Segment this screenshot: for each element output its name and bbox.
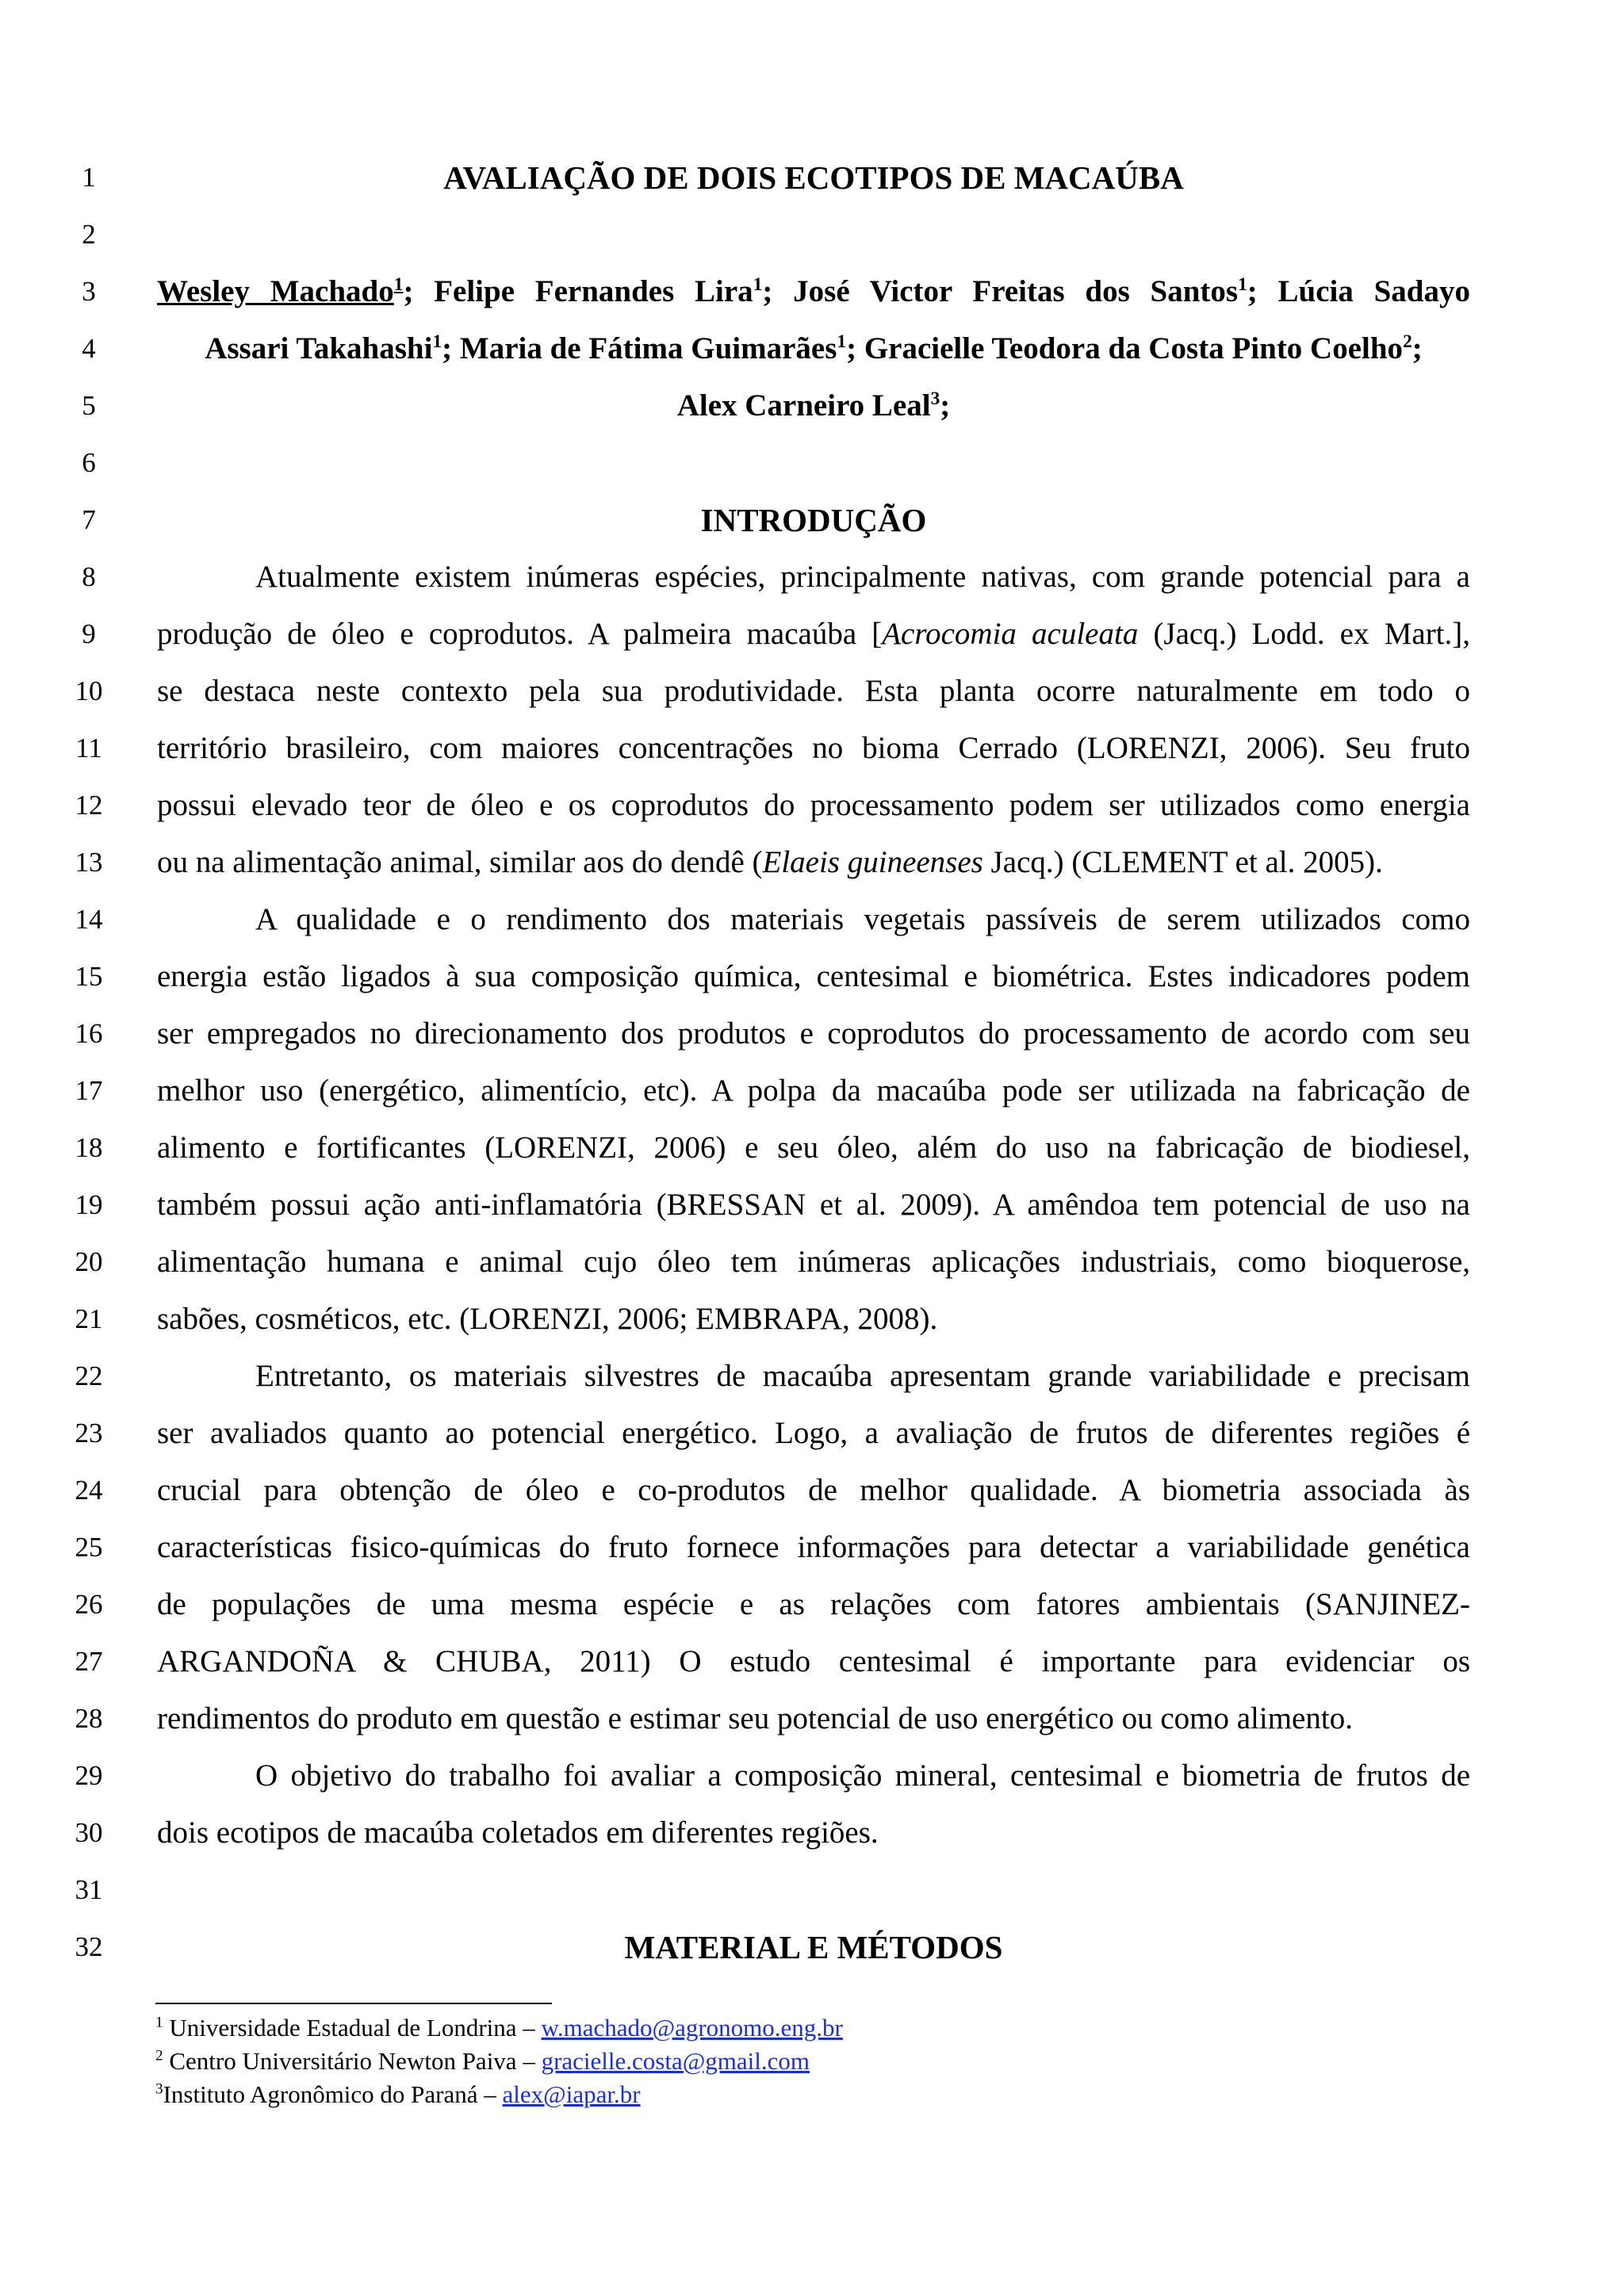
affiliation-mark: 3 [930, 388, 940, 409]
affiliation-mark: 1 [837, 331, 847, 352]
body-line: A qualidade e o rendimento dos materiais vegetais passíveis de serem utilizados como [255, 902, 1470, 936]
body-line: rendimentos do produto em questão e estimar seu potencial de uso energético ou como alimento. [157, 1701, 1353, 1735]
body-line: características fisico-químicas do fruto fornece informações para detectar a variabilidade genética [157, 1530, 1470, 1564]
author-separator: ; [940, 388, 951, 423]
body-line: alimentação humana e animal cujo óleo tem inúmeras aplicações industriais, como bioquerose, [157, 1245, 1470, 1279]
author-name: ; José Victor Freitas dos Santos [762, 274, 1239, 308]
body-line: Entretanto, os materiais silvestres de macaúba apresentam grande variabilidade e precisam [255, 1359, 1470, 1393]
text-run: ou na alimentação animal, similar aos do dendê ( [157, 845, 763, 879]
body-line: se destaca neste contexto pela sua produtividade. Esta planta ocorre naturalmente em todo o [157, 674, 1470, 708]
affiliation-mark: 1 [393, 274, 404, 295]
body-line: energia estão ligados à sua composição química, centesimal e biométrica. Estes indicadores podem [157, 959, 1470, 993]
body-line: possui elevado teor de óleo e os coprodutos do processamento podem ser utilizados como energia [157, 788, 1470, 822]
line-number: 5 [82, 390, 96, 421]
line-number: 12 [75, 790, 103, 821]
line-number: 23 [75, 1418, 103, 1448]
affiliation-mark: 1 [753, 274, 763, 295]
body-line: dois ecotipos de macaúba coletados em diferentes regiões. [157, 1816, 879, 1850]
footnote-mark: 1 [155, 2014, 163, 2031]
body-line [157, 606, 1470, 663]
line-number: 21 [75, 1303, 103, 1334]
line-number: 8 [82, 561, 96, 592]
body-line: de populações de uma mesma espécie e as relações com fatores ambientais (SANJINEZ- [157, 1587, 1470, 1621]
body-line: crucial para obtenção de óleo e co-produtos de melhor qualidade. A biometria associada às [157, 1473, 1470, 1507]
species-name: Acrocomia aculeata [882, 617, 1139, 651]
body-line: sabões, cosméticos, etc. (LORENZI, 2006; EMBRAPA, 2008). [157, 1302, 938, 1336]
body-line: território brasileiro, com maiores concentrações no bioma Cerrado (LORENZI, 2006). Seu fruto [157, 731, 1470, 765]
author-name: ; Gracielle Teodora da Costa Pinto Coelho [846, 331, 1404, 365]
affiliation-text: Instituto Agronômico do Paraná – [163, 2080, 503, 2108]
line-number: 27 [75, 1646, 103, 1677]
section-heading-methods: MATERIAL E MÉTODOS [624, 1929, 1003, 1965]
species-name: Elaeis guineenses [762, 845, 983, 879]
line-number: 16 [75, 1018, 103, 1049]
line-number: 28 [75, 1703, 103, 1734]
line-number: 29 [75, 1760, 103, 1791]
line-number: 2 [82, 219, 96, 250]
author-line-3 [157, 377, 1470, 434]
author-name: ; Maria de Fátima Guimarães [442, 331, 837, 365]
line-number: 4 [82, 333, 96, 364]
author-name: Alex Carneiro Leal [676, 388, 931, 423]
section-heading-introduction: INTRODUÇÃO [700, 502, 927, 538]
affiliation-mark: 1 [1238, 274, 1247, 295]
body-line: O objetivo do trabalho foi avaliar a composição mineral, centesimal e biometria de frutos de [255, 1758, 1470, 1793]
author-name: Assari Takahashi [205, 331, 433, 365]
line-number: 20 [75, 1246, 103, 1277]
paper-title: AVALIAÇÃO DE DOIS ECOTIPOS DE MACAÚBA [443, 159, 1184, 196]
body-line: também possui ação anti-inflamatória (BRESSAN et al. 2009). A amêndoa tem potencial de uso na [157, 1188, 1470, 1222]
line-number: 24 [75, 1475, 103, 1506]
footnote-2 [155, 2045, 810, 2077]
line-number: 14 [75, 904, 103, 935]
affiliation-text: Universidade Estadual de Londrina – [163, 2014, 542, 2042]
body-line: ARGANDOÑA & CHUBA, 2011) O estudo centesimal é importante para evidenciar os [157, 1644, 1470, 1678]
footnote-1 [155, 2012, 843, 2044]
author-name: ; Felipe Fernandes Lira [403, 274, 753, 308]
footnote-mark: 2 [155, 2047, 163, 2064]
line-number: 26 [75, 1589, 103, 1620]
email-link[interactable]: alex@iapar.br [502, 2080, 641, 2108]
line-number: 31 [75, 1874, 103, 1905]
author-name: Wesley Machado [157, 274, 394, 308]
affiliation-mark: 1 [432, 331, 442, 352]
email-link[interactable]: w.machado@agronomo.eng.br [541, 2014, 843, 2042]
author-line-2 [157, 320, 1470, 377]
footnote-mark: 3 [155, 2080, 163, 2098]
text-run: Jacq.) (CLEMENT et al. 2005). [982, 845, 1383, 879]
text-run: (Jacq.) Lodd. ex Mart.], [1138, 617, 1471, 651]
body-line: alimento e fortificantes (LORENZI, 2006) e seu óleo, além do uso na fabricação de biodiesel, [157, 1131, 1470, 1165]
footnote-divider [155, 2003, 552, 2004]
line-number: 3 [82, 276, 96, 307]
email-link[interactable]: gracielle.costa@gmail.com [541, 2047, 810, 2075]
line-number: 19 [75, 1189, 103, 1220]
line-number: 7 [82, 504, 96, 535]
body-line: melhor uso (energético, alimentício, etc). A polpa da macaúba pode ser utilizada na fabricação de [157, 1073, 1470, 1108]
line-number: 18 [75, 1132, 103, 1163]
body-line: ser avaliados quanto ao potencial energético. Logo, a avaliação de frutos de diferentes regiões é [157, 1416, 1470, 1450]
author-name: ; Lúcia Sadayo [1247, 274, 1470, 308]
affiliation-text: Centro Universitário Newton Paiva – [163, 2047, 542, 2075]
text-run: produção de óleo e coprodutos. A palmeira macaúba [ [157, 617, 883, 651]
line-number: 11 [75, 733, 102, 763]
line-number: 30 [75, 1817, 103, 1848]
body-line [157, 834, 1470, 891]
line-number: 13 [75, 847, 103, 878]
affiliation-mark: 2 [1403, 331, 1412, 352]
line-number: 17 [75, 1075, 103, 1106]
body-line: Atualmente existem inúmeras espécies, principalmente nativas, com grande potencial para a [255, 560, 1470, 594]
footnote-3 [155, 2079, 641, 2110]
line-number: 22 [75, 1360, 103, 1391]
line-number: 15 [75, 961, 103, 992]
line-number: 25 [75, 1532, 103, 1563]
line-number: 9 [82, 618, 96, 649]
line-number: 6 [82, 447, 96, 478]
author-line-1 [157, 263, 1470, 320]
author-separator: ; [1411, 331, 1423, 365]
line-number: 10 [75, 675, 103, 706]
line-number: 1 [82, 162, 96, 193]
line-number: 32 [75, 1931, 103, 1962]
body-line: ser empregados no direcionamento dos produtos e coprodutos do processamento de acordo com seu [157, 1016, 1470, 1050]
